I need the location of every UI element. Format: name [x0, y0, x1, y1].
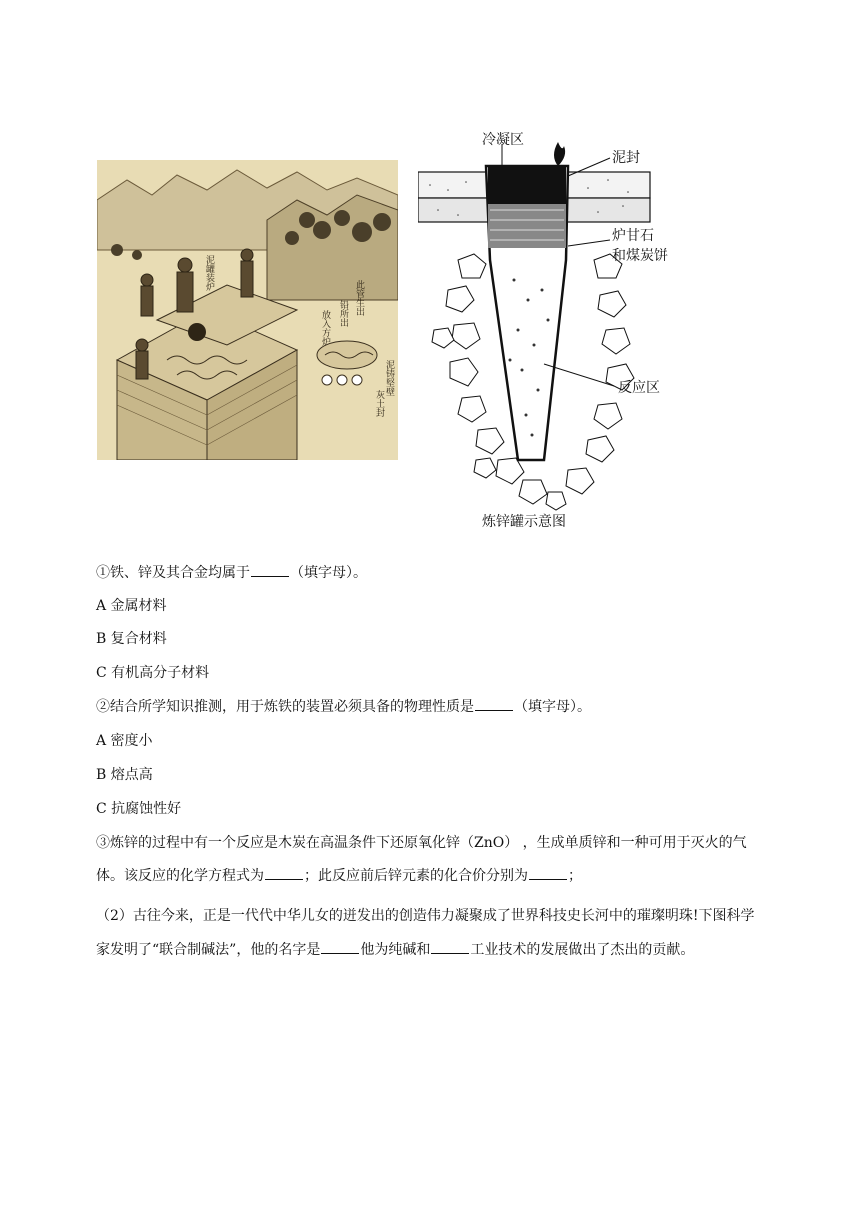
q1-option-a: A 金属材料 — [96, 598, 167, 614]
question-2-stem — [96, 697, 591, 717]
q3-line2-a: 体。该反应的化学方程式为 — [96, 868, 264, 884]
label-calamine: 炉甘石 — [612, 228, 654, 244]
answer-blank — [265, 867, 303, 880]
figure-caption: 炼锌罐示意图 — [482, 514, 566, 530]
q2-stem-b: （填字母）。 — [514, 699, 591, 715]
label-mud-seal: 泥封 — [612, 150, 640, 166]
q2-option-c: C 抗腐蚀性好 — [96, 801, 182, 817]
q2-stem-a: ②结合所学知识推测，用于炼铁的装置必须具备的物理性质是 — [96, 699, 474, 715]
answer-blank — [251, 564, 289, 577]
question-1-stem — [96, 563, 367, 583]
q3-line2-c: ； — [568, 868, 582, 884]
part2-line2-c: 工业技术的发展做出了杰出的贡献。 — [470, 942, 695, 958]
answer-blank — [529, 867, 567, 880]
answer-blank — [475, 698, 513, 711]
part2-line2-b: 他为纯碱和 — [360, 942, 431, 958]
q2-option-a: A 密度小 — [96, 733, 153, 749]
part2-line-2 — [96, 940, 694, 960]
label-reaction-zone: 反应区 — [618, 380, 660, 396]
label-coal-cake: 和煤炭饼 — [612, 248, 668, 264]
q1-stem-a: ①铁、锌及其合金均属于 — [96, 565, 250, 581]
zinc-smelting-jar-diagram — [418, 130, 680, 530]
q3-line2-b: ；此反应前后锌元素的化合价分别为 — [304, 868, 528, 884]
q1-stem-b: （填字母）。 — [290, 565, 367, 581]
ancient-zinc-smelting-illustration — [97, 160, 398, 460]
illustration-inscription: 泥罐装炉 — [204, 255, 214, 291]
q3-line-1: ③炼锌的过程中有一个反应是木炭在高温条件下还原氧化锌（ZnO） ，生成单质锌和一种可用于灭火的气 — [96, 835, 747, 851]
answer-blank — [431, 941, 469, 954]
part2-line-1: （2）古往今来，正是一代代中华儿女的迸发出的创造伟力凝聚成了世界科技史长河中的璀璨明珠!下图科学 — [96, 908, 755, 924]
part2-line2-a: 家发明了“联合制碱法”，他的名字是 — [96, 942, 321, 958]
illustration-inscription: 放入方炉 — [320, 310, 330, 346]
illustration-inscription: 灰土封 — [374, 390, 384, 417]
q2-option-b: B 熔点高 — [96, 767, 153, 783]
illustration-inscription: 此管生出 — [354, 280, 364, 316]
q1-option-c: C 有机高分子材料 — [96, 665, 210, 681]
answer-blank — [321, 941, 359, 954]
illustration-inscription: 泥铸堅壁 — [384, 360, 394, 396]
q1-option-b: B 复合材料 — [96, 631, 167, 647]
illustration-inscription: 铅所出 — [338, 300, 348, 327]
q3-line-2 — [96, 866, 582, 886]
label-condense-zone: 冷凝区 — [482, 132, 524, 148]
